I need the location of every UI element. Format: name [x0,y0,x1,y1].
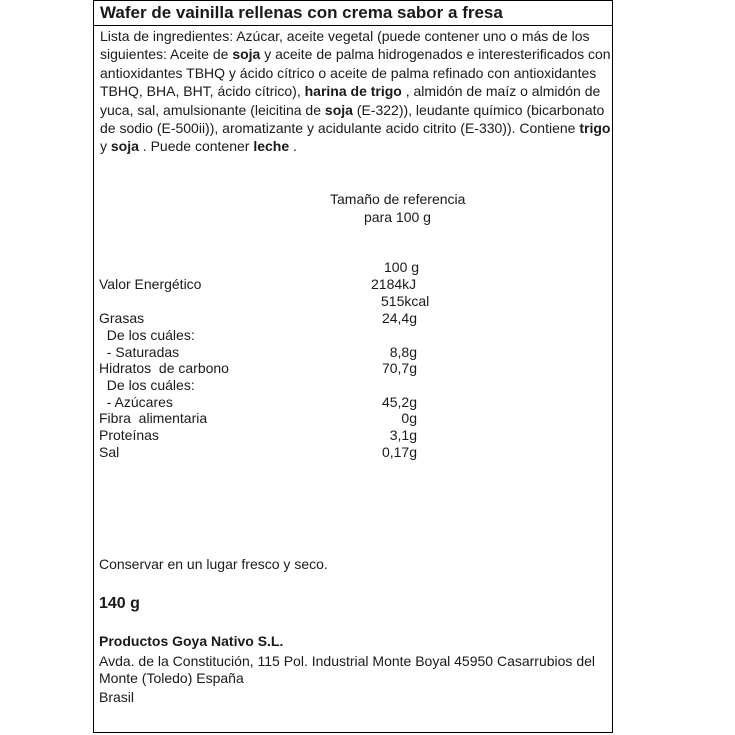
title-bar [94,0,612,26]
reference-basis: para 100 g [364,209,431,225]
nutrient-label: De los cuáles: [99,377,195,393]
company-address-line1: Avda. de la Constitución, 115 Pol. Industrial Monte Boyal 45950 Casarrubios del [99,653,596,669]
nutrient-value: 24,4g [381,310,417,326]
product-title: Wafer de vainilla rellenas con crema sabor a fresa [100,3,503,22]
allergen-highlight: leche [253,138,290,155]
nutrient-value: 0g [401,410,417,426]
ingredient-text: (E-322)), leudante químico (bicarbonato de sodio (E-500ii)), aromatizante y acidulante acido citrito (E-330)). Contiene [100,101,605,137]
ingredient-text: . [289,138,297,155]
reference-label: Tamaño de referencia [330,191,466,207]
energy-label: Valor Energético [99,276,202,292]
nutrient-label: Fibra alimentaria [99,410,208,426]
ingredient-text: Lista de ingredientes: Azúcar, aceite vegetal (puede contener uno o más de los siguientes: Aceite de [100,28,590,63]
allergen-highlight: soja [324,101,353,118]
allergen-highlight: soja [232,46,261,63]
energy-kj-value: 2184kJ [371,276,417,292]
nutrient-label: Sal [99,444,120,460]
nutrient-value: 8,8g [389,344,417,360]
ingredient-text: y [100,138,111,155]
nutrient-value: 0,17g [381,444,417,460]
allergen-highlight: harina de trigo [304,83,402,100]
column-header-100g: 100 g [384,259,420,275]
nutrient-label: Proteínas [99,427,159,443]
ingredients-paragraph [100,27,612,156]
nutrient-value: 3,1g [389,427,417,443]
energy-kcal-value: 515kcal [381,293,430,309]
country-of-origin: Brasil [99,689,135,705]
nutrient-value: 45,2g [381,394,417,410]
nutrient-value: 70,7g [381,360,417,376]
nutrient-label: Hidratos de carbono [99,360,229,376]
product-label [93,0,613,733]
ingredient-text: y aceite de palma hidrogenados e interesterificados con antioxidantes TBHQ y ácido cítrico o aceite de palma refinado con antioxidantes TBHQ, BHA, BHT, ácido cítrico), [100,46,611,100]
company-address-line2: Monte (Toledo) España [99,670,244,686]
nutrient-label: - Azúcares [99,394,173,410]
allergen-highlight: trigo [579,120,611,137]
net-weight: 140 g [99,595,140,612]
nutrient-label: De los cuáles: [99,327,195,343]
ingredient-text: . Puede contener [138,138,254,155]
nutrient-label: - Saturadas [99,344,180,360]
nutrient-label: Grasas [99,310,145,326]
allergen-highlight: soja [110,138,139,155]
ingredient-text: , almidón de maíz o almidón de yuca, sal, amulsionante (leicitina de [100,83,601,118]
company-name: Productos Goya Nativo S.L. [99,633,284,649]
storage-note: Conservar en un lugar fresco y seco. [99,556,328,572]
